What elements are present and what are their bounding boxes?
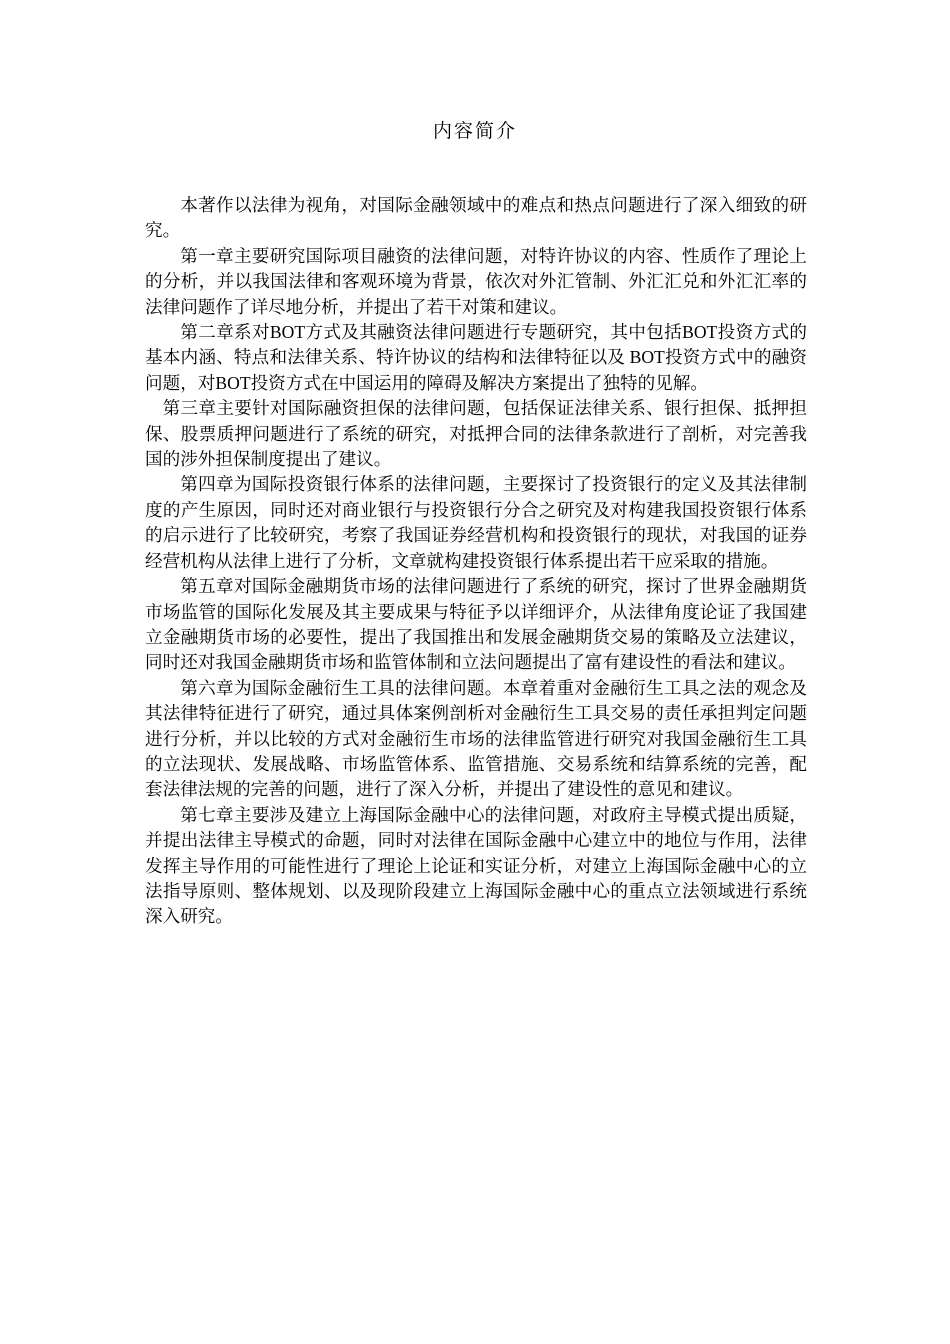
document-body: [145, 193, 807, 930]
paragraph-chapter-6: 第六章为国际金融衍生工具的法律问题。本章着重对金融衍生工具之法的观念及其法律特征进行了研究，通过具体案例剖析对金融衍生工具交易的责任承担判定问题进行分析，并以比较的方式对金融衍生市场的法律监管进行研究对我国金融衍生工具的立法现状、发展战略、市场监管体系、监管措施、交易系统和结算系统的完善，配套法律法规的完善的问题，进行了深入分析，并提出了建设性的意见和建议。: [145, 677, 807, 800]
paragraph-chapter-1: 第一章主要研究国际项目融资的法律问题，对特许协议的内容、性质作了理论上的分析，并以我国法律和客观环境为背景，依次对外汇管制、外汇汇兑和外汇汇率的法律问题作了详尽地分析，并提出了若干对策和建议。: [145, 245, 807, 317]
paragraph-chapter-2: 第二章系对BOT方式及其融资法律问题进行专题研究，其中包括BOT投资方式的基本内涵、特点和法律关系、特许协议的结构和法律特征以及 BOT投资方式中的融资问题，对BOT投资方式在中国运用的障碍及解决方案提出了独特的见解。: [145, 322, 807, 393]
page-title: 内容简介: [432, 120, 517, 142]
paragraph-chapter-7: 第七章主要涉及建立上海国际金融中心的法律问题，对政府主导模式提出质疑，并提出法律主导模式的命题，同时对法律在国际金融中心建立中的地位与作用，法律发挥主导作用的可能性进行了理论上论证和实证分析，对建立上海国际金融中心的立法指导原则、整体规划、以及现阶段建立上海国际金融中心的重点立法领域进行系统深入研究。: [145, 804, 807, 927]
paragraph-intro: 本著作以法律为视角，对国际金融领域中的难点和热点问题进行了深入细致的研究。: [145, 195, 807, 241]
paragraph-chapter-5: 第五章对国际金融期货市场的法律问题进行了系统的研究，探讨了世界金融期货市场监管的国际化发展及其主要成果与特征予以详细评介，从法律角度论证了我国建立金融期货市场的必要性，提出了我国推出和发展金融期货交易的策略及立法建议，同时还对我国金融期货市场和监管体制和立法问题提出了富有建设性的看法和建议。: [145, 576, 807, 673]
paragraph-chapter-3: 第三章主要针对国际融资担保的法律问题，包括保证法律关系、银行担保、抵押担保、股票质押问题进行了系统的研究，对抵押合同的法律条款进行了剖析，对完善我国的涉外担保制度提出了建议。: [145, 398, 807, 470]
paragraph-chapter-4: 第四章为国际投资银行体系的法律问题，主要探讨了投资银行的定义及其法律制度的产生原因，同时还对商业银行与投资银行分合之研究及对构建我国投资银行体系的启示进行了比较研究，考察了我国证券经营机构和投资银行的现状，对我国的证券经营机构从法律上进行了分析，文章就构建投资银行体系提出若干应采取的措施。: [145, 474, 807, 571]
